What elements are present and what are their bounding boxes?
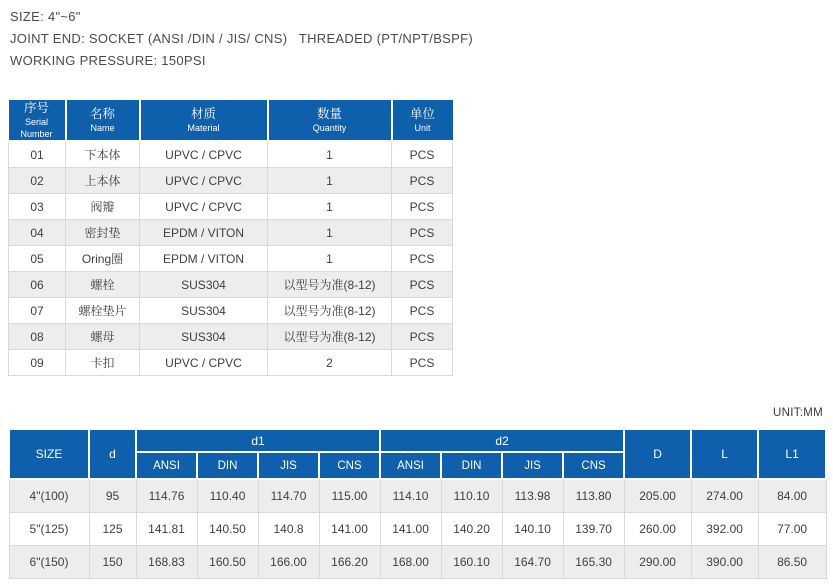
cell-D: 205.00: [624, 479, 691, 513]
table-row: [9, 298, 453, 324]
table-row: [9, 272, 453, 298]
cell-unit: PCS: [392, 168, 453, 194]
cell-name: 卡扣: [66, 350, 140, 376]
cell-D: 290.00: [624, 546, 691, 579]
parts-table: [8, 98, 453, 376]
cell-unit: PCS: [392, 220, 453, 246]
col-header-d2-ansi: ANSI: [380, 452, 441, 479]
cell-d2-jis: 164.70: [502, 546, 563, 579]
parts-table-header: [9, 99, 453, 141]
cell-d1-din: 110.40: [197, 479, 258, 513]
cell-unit: PCS: [392, 246, 453, 272]
col-header-unit: [392, 99, 453, 141]
col-header-material-zh: 材质: [190, 106, 216, 121]
cell-quantity: 以型号为准(8-12): [268, 324, 392, 350]
cell-serial: 06: [9, 272, 66, 298]
cell-d1-din: 140.50: [197, 513, 258, 546]
cell-d2-ansi: 141.00: [380, 513, 441, 546]
cell-d2-cns: 165.30: [563, 546, 624, 579]
cell-d1-ansi: 114.76: [136, 479, 197, 513]
dimensions-table-header: [9, 429, 826, 479]
cell-unit: PCS: [392, 141, 453, 168]
table-row: [9, 220, 453, 246]
cell-d: 95: [89, 479, 136, 513]
cell-unit: PCS: [392, 272, 453, 298]
table-row: [9, 194, 453, 220]
cell-material: EPDM / VITON: [140, 220, 268, 246]
cell-size: 4"(100): [9, 479, 89, 513]
col-header-d1-cns: CNS: [319, 452, 380, 479]
spec-joint-end: JOINT END: SOCKET (ANSI /DIN / JIS/ CNS) THREADED (PT/NPT/BSPF): [10, 31, 473, 46]
cell-d1-jis: 166.00: [258, 546, 319, 579]
cell-serial: 01: [9, 141, 66, 168]
cell-d2-cns: 113.80: [563, 479, 624, 513]
cell-material: UPVC / CPVC: [140, 350, 268, 376]
cell-serial: 05: [9, 246, 66, 272]
col-header-quantity-zh: 数量: [316, 106, 342, 121]
cell-serial: 09: [9, 350, 66, 376]
cell-unit: PCS: [392, 298, 453, 324]
cell-quantity: 1: [268, 194, 392, 220]
col-header-material: [140, 99, 268, 141]
unit-label: UNIT:MM: [772, 407, 823, 419]
col-header-d1-din: DIN: [197, 452, 258, 479]
cell-d1-din: 160.50: [197, 546, 258, 579]
col-header-serial-zh: 序号: [23, 100, 49, 115]
cell-d: 125: [89, 513, 136, 546]
cell-d2-jis: 113.98: [502, 479, 563, 513]
col-header-material-en: Material: [187, 122, 220, 133]
cell-name: 下本体: [66, 141, 140, 168]
col-header-L: L: [691, 429, 758, 479]
cell-d2-ansi: 114.10: [380, 479, 441, 513]
col-header-d1-ansi: ANSI: [136, 452, 197, 479]
col-header-quantity-en: Quantity: [312, 122, 347, 133]
cell-unit: PCS: [392, 350, 453, 376]
col-header-d1-jis: JIS: [258, 452, 319, 479]
col-group-d1: d1: [136, 429, 380, 452]
spec-working-pressure: WORKING PRESSURE: 150PSI: [10, 53, 206, 68]
cell-D: 260.00: [624, 513, 691, 546]
col-header-L1: L1: [758, 429, 826, 479]
cell-quantity: 1: [268, 168, 392, 194]
cell-d1-cns: 115.00: [319, 479, 380, 513]
table-row: [9, 168, 453, 194]
cell-d1-ansi: 141.81: [136, 513, 197, 546]
col-header-name-en: Name: [90, 122, 115, 133]
cell-quantity: 以型号为准(8-12): [268, 272, 392, 298]
table-row: [9, 546, 826, 579]
cell-L1: 77.00: [758, 513, 826, 546]
col-header-d2-din: DIN: [441, 452, 502, 479]
cell-quantity: 1: [268, 220, 392, 246]
cell-serial: 02: [9, 168, 66, 194]
cell-size: 5"(125): [9, 513, 89, 546]
cell-unit: PCS: [392, 324, 453, 350]
cell-d1-jis: 114.70: [258, 479, 319, 513]
cell-unit: PCS: [392, 194, 453, 220]
cell-d2-din: 140.20: [441, 513, 502, 546]
table-row: [9, 513, 826, 546]
cell-d2-din: 110.10: [441, 479, 502, 513]
cell-L1: 84.00: [758, 479, 826, 513]
cell-serial: 07: [9, 298, 66, 324]
cell-name: 阀瓣: [66, 194, 140, 220]
cell-serial: 04: [9, 220, 66, 246]
cell-serial: 03: [9, 194, 66, 220]
col-header-serial: [9, 99, 66, 141]
cell-name: 上本体: [66, 168, 140, 194]
cell-size: 6"(150): [9, 546, 89, 579]
dimensions-table: [8, 428, 827, 579]
cell-d2-ansi: 168.00: [380, 546, 441, 579]
cell-d1-jis: 140.8: [258, 513, 319, 546]
table-row: [9, 479, 826, 513]
col-header-size: SIZE: [9, 429, 89, 479]
table-row: [9, 350, 453, 376]
col-header-D: D: [624, 429, 691, 479]
cell-material: SUS304: [140, 298, 268, 324]
spec-block: [10, 6, 473, 72]
cell-material: UPVC / CPVC: [140, 194, 268, 220]
cell-d1-ansi: 168.83: [136, 546, 197, 579]
col-group-d2: d2: [380, 429, 624, 452]
cell-material: UPVC / CPVC: [140, 168, 268, 194]
cell-d2-din: 160.10: [441, 546, 502, 579]
cell-L: 392.00: [691, 513, 758, 546]
cell-d2-cns: 139.70: [563, 513, 624, 546]
cell-L1: 86.50: [758, 546, 826, 579]
col-header-unit-zh: 单位: [409, 106, 435, 121]
cell-material: SUS304: [140, 324, 268, 350]
table-row: [9, 141, 453, 168]
cell-L: 274.00: [691, 479, 758, 513]
cell-serial: 08: [9, 324, 66, 350]
cell-name: Oring圈: [66, 246, 140, 272]
col-header-name: [66, 99, 140, 141]
cell-material: UPVC / CPVC: [140, 141, 268, 168]
cell-name: 螺栓: [66, 272, 140, 298]
cell-name: 螺栓垫片: [66, 298, 140, 324]
cell-material: EPDM / VITON: [140, 246, 268, 272]
cell-L: 390.00: [691, 546, 758, 579]
cell-quantity: 2: [268, 350, 392, 376]
col-header-d2-jis: JIS: [502, 452, 563, 479]
cell-d2-jis: 140.10: [502, 513, 563, 546]
cell-d1-cns: 141.00: [319, 513, 380, 546]
cell-quantity: 1: [268, 246, 392, 272]
col-header-name-zh: 名称: [89, 106, 115, 121]
cell-quantity: 1: [268, 141, 392, 168]
cell-quantity: 以型号为准(8-12): [268, 298, 392, 324]
col-header-d2-cns: CNS: [563, 452, 624, 479]
cell-d1-cns: 166.20: [319, 546, 380, 579]
col-header-serial-en: Serial Number: [20, 116, 53, 139]
col-header-quantity: [268, 99, 392, 141]
cell-name: 螺母: [66, 324, 140, 350]
col-header-unit-en: Unit: [414, 122, 431, 133]
cell-name: 密封垫: [66, 220, 140, 246]
table-row: [9, 324, 453, 350]
table-row: [9, 246, 453, 272]
col-header-d: d: [89, 429, 136, 479]
cell-d: 150: [89, 546, 136, 579]
cell-material: SUS304: [140, 272, 268, 298]
spec-size: SIZE: 4"~6": [10, 9, 81, 24]
